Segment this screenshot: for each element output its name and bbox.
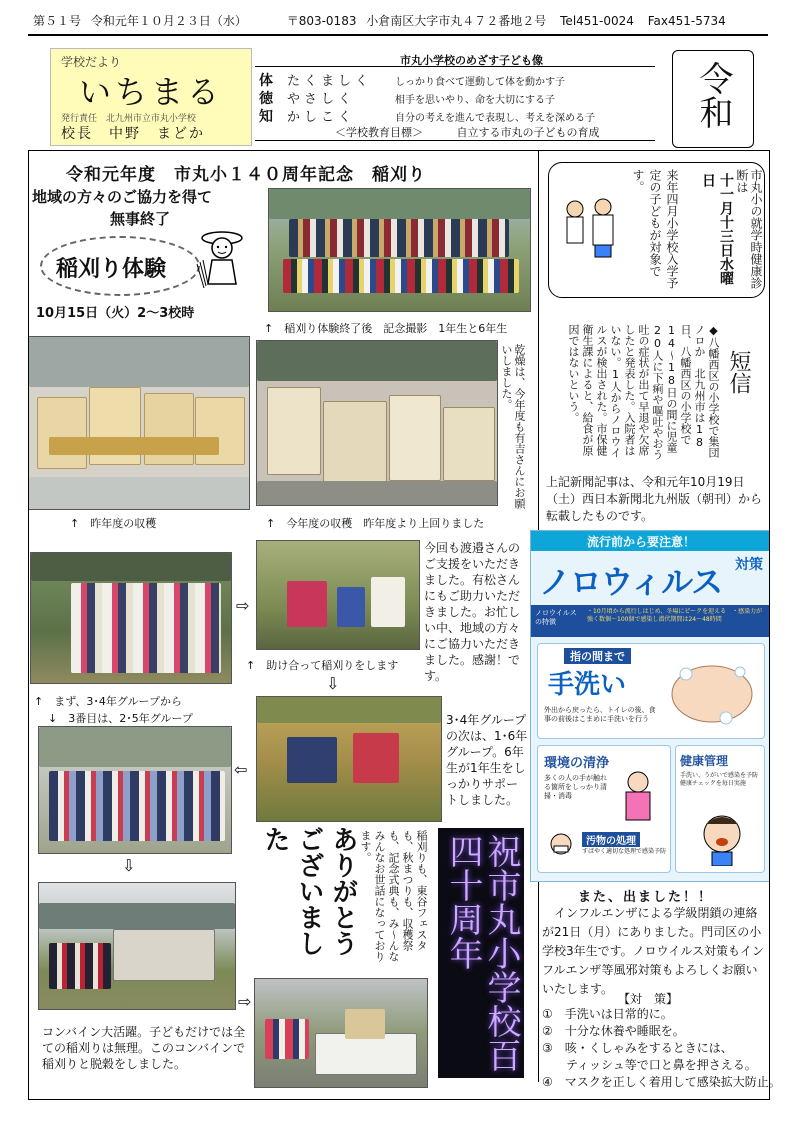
ideal-word: やさしく	[287, 92, 356, 107]
issue-number: 第５１号	[33, 14, 82, 28]
news-note: 上記新聞記事は、令和元年10月19日（土）西日本新聞北九州版（朝刊）から転載したものです。	[546, 475, 763, 523]
flu-measure-item: ④ マスクを正しく着用して感染拡大防止。	[542, 1075, 781, 1089]
flu-title: また、出ました！！	[578, 890, 714, 905]
health-heading: 市丸小の就学時健康診断は	[735, 169, 763, 289]
ideal-key: 徳	[259, 91, 273, 107]
health-date: 十一月十三日水曜日	[700, 173, 734, 285]
header-bar	[33, 12, 763, 32]
norovirus-title-suffix: 対策	[735, 557, 763, 573]
health-body: 来年四月小学校入学予定の子どもが対象です。	[631, 169, 679, 289]
ideal-desc: しっかり食べて運動して体を動かす子	[395, 77, 565, 88]
third-group-caption: ↓ 3番目は、2･5年グループ	[48, 712, 193, 725]
goal-label: ＜学校教育目標＞	[335, 126, 423, 139]
flu-measure-item: ② 十分な休養や睡眠を。	[542, 1024, 685, 1038]
thanks-calligraphy: ありがとうございました	[260, 826, 358, 956]
first-group-caption: ↑ まず、3･4年グループから	[34, 695, 182, 708]
principal-name: 校長 中野 まどか	[61, 126, 205, 142]
drying-note: 乾燥は、今年度も有吉さんにお願いしました。	[500, 344, 526, 509]
arrow-left-1: ⇦	[234, 760, 248, 779]
health-care-title: 健康管理	[680, 754, 729, 768]
ideal-desc: 自分の考えを進んで表現し、考えを深める子	[395, 113, 595, 124]
ideal-word: かしこく	[287, 110, 356, 125]
postal-code: 〒803-0183	[286, 14, 357, 28]
era-text: 令和	[693, 61, 733, 129]
arrow-down-1: ⇩	[326, 674, 340, 693]
last-year-caption: ↑ 昨年度の収穫	[70, 517, 157, 530]
ideal-key: 知	[259, 109, 273, 125]
norovirus-feature-text: ・10月頃から流行しはじめ、冬場にピークを迎える ・感染力が強く数個〜100個で感染し潜伏期間は24〜48時間	[587, 608, 763, 623]
waste-title: 汚物の処理	[582, 832, 640, 847]
arrow-down-2: ⇩	[122, 856, 136, 875]
flu-measures-title: 【対 策】	[618, 992, 679, 1006]
fax: Fax451-5734	[647, 14, 726, 28]
this-year-caption: ↑ 今年度の収穫 昨年度より上回りました	[266, 517, 485, 530]
environment-title: 環境の清浄	[544, 756, 610, 771]
article-title: 令和元年度 市丸小１４０周年記念 稲刈り	[66, 165, 426, 185]
flu-measure-item: ③ 咳・くしゃみをするときには、	[542, 1041, 733, 1055]
helping-caption: ↑ 助け合って稲刈りをします	[246, 659, 399, 672]
ideal-title: 市丸小学校のめざす子ども像	[400, 54, 543, 67]
flu-measure-item: ① 手洗いは日常的に。	[542, 1007, 673, 1021]
ideal-key: 体	[259, 73, 273, 89]
ideal-box	[255, 52, 655, 144]
health-care-note: 手洗い、うがいで感染を予防 健康チェックを毎日実施	[680, 772, 765, 787]
ideal-word: たくましく	[287, 74, 373, 89]
arrow-right-2: ⇨	[238, 992, 252, 1011]
environment-note: 多くの人の手が触れる箇所をしっかり清掃・消毒	[544, 774, 607, 800]
second-group-note: 3･4年グループの次は、1･6年グループ。6年生が1年生をしっかりサポートしました。	[446, 713, 528, 807]
norovirus-feature-label: ノロウイルスの特徴	[535, 609, 577, 626]
thanks-text: 稲刈りも、東谷フェスタも、秋まつりも、収穫祭も、記念式典も、み〜んなみんなお世話になっております。	[359, 830, 428, 962]
header-rule	[28, 34, 768, 36]
flu-body: インフルエンザによる学級閉鎖の連絡が21日（月）にありました。門司区の小学校3年生です。ノロウイルス対策もインフルエンザ等風邪対策もよろしくお願いいたします。	[542, 906, 764, 996]
ideal-row	[259, 106, 655, 124]
telephone: Tel451-0024	[560, 14, 634, 28]
ideal-title-rule	[255, 66, 655, 67]
norovirus-title: ノロウィルス	[539, 563, 723, 601]
issue-date: 令和元年１０月２３日（水）	[90, 14, 247, 28]
combine-caption: コンバイン大活躍。子どもだけでは全ての稲刈りは無理。このコンバインで稲刈りと脱穀をしました。	[42, 1025, 246, 1071]
article-subtitle: 地域の方々のご協力を得て	[32, 188, 213, 206]
ideal-row	[259, 88, 655, 106]
handwash-title: 手洗い	[548, 670, 627, 700]
event-datetime: 10月15日（火）2～3校時	[36, 306, 195, 321]
article-subtitle-2: 無事終了	[110, 210, 171, 228]
handwash-note: 外出から戻ったら、トイレの後、食事の前後はこまめに手洗いを行う	[544, 706, 656, 723]
goal-text: 自立する市丸の子どもの育成	[456, 126, 600, 139]
masthead-kicker: 学校だより	[61, 55, 122, 69]
masthead-title: いちまる	[79, 73, 224, 111]
waste-note: すばやく適切な処理で感染予防	[582, 848, 667, 855]
publisher-name: 北九州市立市丸小学校	[105, 114, 196, 124]
masthead	[50, 48, 252, 146]
era-scroll	[672, 50, 754, 148]
handwash-kicker: 指の間まで	[564, 648, 631, 664]
page-frame	[28, 150, 781, 1100]
ideal-row	[259, 70, 655, 88]
group-photo-caption: ↑ 稲刈り体験終了後 記念撮影 1年生と6年生	[264, 322, 508, 335]
publisher-label: 発行責任	[61, 114, 98, 124]
school-address: 小倉南区大字市丸４７２番地２号	[366, 14, 547, 28]
watanabe-note: 今回も渡邉さんのご支援をいただきました。有松さんにもご助力いただきました。お忙しい中、地域の方々にご協力いただきました。感謝！です。	[424, 541, 521, 683]
ideal-goal	[335, 124, 600, 140]
badge-text: 稲刈り体験	[56, 257, 167, 282]
celebration-text: 祝市丸小学校百四十周年	[443, 834, 521, 1072]
news-clip-text: ◆八幡西区の小学校で集団ノロか 北九州市は18日、八幡西区の小学校で14〜18日の間に児童20人に下痢や嘔吐やおう吐の症状が出て早退や欠席したと発表した。入院者はいない。1人からノロウイルスが検出された。市保健衛生課によると、給食が原因ではないという。	[567, 324, 720, 460]
arrow-right-1: ⇨	[236, 596, 250, 615]
ideal-goal-rule	[255, 140, 655, 141]
norovirus-banner-text: 流行前から要注意！	[587, 535, 696, 549]
news-label: 短信	[726, 350, 751, 394]
flu-measure-item: ティッシュ等で口と鼻を押さえる。	[542, 1058, 757, 1072]
ideal-desc: 相手を思いやり、命を大切にする子	[395, 95, 555, 106]
